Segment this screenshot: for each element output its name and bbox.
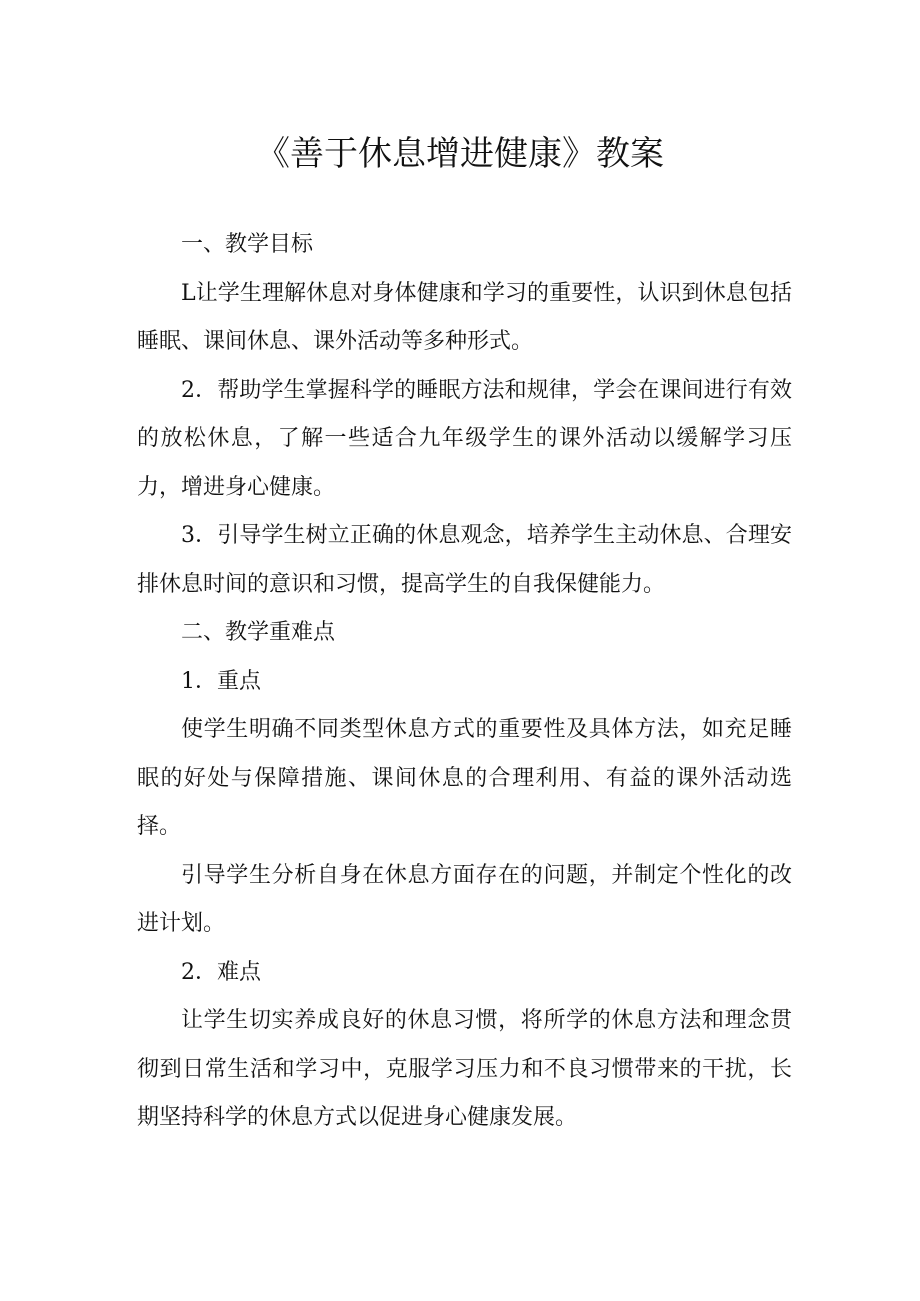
subsection-heading-difficult: 2．难点 <box>181 959 261 985</box>
objective-paragraph-2: 2．帮助学生掌握科学的睡眠方法和规律，学会在课间进行有效的放松休息，了解一些适合九年级学生的课外活动以缓解学习压力，增进身心健康。 <box>137 377 792 500</box>
objective-paragraph-3: 3．引导学生树立正确的休息观念，培养学生主动休息、合理安排休息时间的意识和习惯，提高学生的自我保健能力。 <box>137 523 792 597</box>
key-paragraph-1: 使学生明确不同类型休息方式的重要性及具体方法，如充足睡眠的好处与保障措施、课间休息的合理利用、有益的课外活动选择。 <box>137 717 792 839</box>
document-title: 《善于休息增进健康》教案 <box>256 134 664 174</box>
section-heading-key-points: 二、教学重难点 <box>181 620 336 645</box>
subsection-heading-key: 1．重点 <box>181 668 261 694</box>
difficult-paragraph-1: 让学生切实养成良好的休息习惯，将所学的休息方法和理念贯彻到日常生活和学习中，克服学习压力和不良习惯带来的干扰，长期坚持科学的休息方式以促进身心健康发展。 <box>137 1008 792 1130</box>
objective-paragraph-1: L让学生理解休息对身体健康和学习的重要性，认识到休息包括睡眠、课间休息、课外活动等多种形式。 <box>137 280 792 354</box>
key-paragraph-2: 引导学生分析自身在休息方面存在的问题，并制定个性化的改进计划。 <box>137 862 792 936</box>
document-body <box>137 221 792 1143</box>
section-heading-objectives: 一、教学目标 <box>181 232 314 257</box>
